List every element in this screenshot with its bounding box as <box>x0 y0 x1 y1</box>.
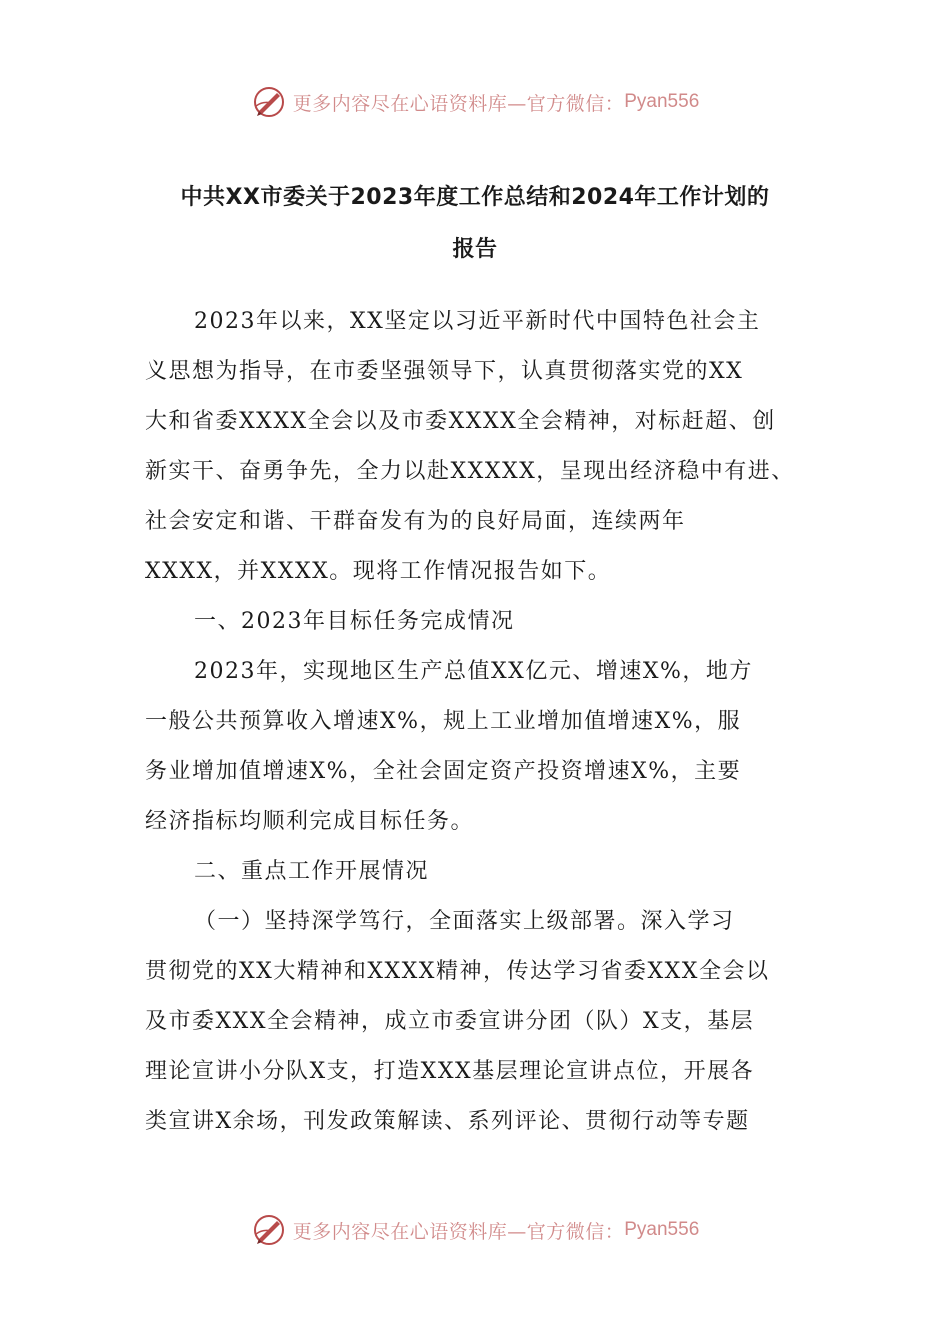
title-line: 报告 <box>452 237 498 262</box>
body-line: 2023年以来，XX坚定以习近平新时代中国特色社会主 <box>194 309 761 334</box>
pen-circle-logo-icon <box>251 84 287 120</box>
section-heading: 二、重点工作开展情况 <box>194 859 430 884</box>
body-line: 一般公共预算收入增速X%，规上工业增加值增速X%，服 <box>145 709 742 734</box>
body-line: 务业增加值增速X%，全社会固定资产投资增速X%，主要 <box>145 759 742 784</box>
body-line: 及市委XXX全会精神，成立市委宣讲分团（队）X支，基层 <box>145 1009 755 1034</box>
document-body <box>145 297 825 1147</box>
body-line: 经济指标均顺利完成目标任务。 <box>145 809 475 834</box>
watermark-banner-bottom <box>0 1210 950 1250</box>
body-line: XXXX，并XXXX。现将工作情况报告如下。 <box>145 559 612 584</box>
body-line: （一）坚持深学笃行，全面落实上级部署。深入学习 <box>194 909 735 934</box>
body-line: 2023年，实现地区生产总值XX亿元、增速X%，地方 <box>194 659 753 684</box>
body-line: 社会安定和谐、干群奋发有为的良好局面，连续两年 <box>145 509 686 534</box>
watermark-wechat-id: Pyan556 <box>624 91 700 112</box>
section-heading: 一、2023年目标任务完成情况 <box>194 609 515 634</box>
watermark-wechat-id: Pyan556 <box>624 1219 700 1240</box>
watermark-text: 更多内容尽在心语资料库—官方微信： <box>292 1220 625 1243</box>
body-line: 类宣讲X余场，刊发政策解读、系列评论、贯彻行动等专题 <box>145 1109 750 1134</box>
body-line: 理论宣讲小分队X支，打造XXX基层理论宣讲点位，开展各 <box>145 1059 755 1084</box>
watermark-text: 更多内容尽在心语资料库—官方微信： <box>292 92 625 115</box>
watermark-banner-top <box>0 82 950 122</box>
body-line: 义思想为指导，在市委坚强领导下，认真贯彻落实党的XX <box>145 359 744 384</box>
body-line: 新实干、奋勇争先，全力以赴XXXXX，呈现出经济稳中有进、 <box>145 459 795 484</box>
pen-circle-logo-icon <box>251 1212 287 1248</box>
body-line: 大和省委XXXX全会以及市委XXXX全会精神，对标赶超、创 <box>145 409 776 434</box>
document-title <box>120 172 830 276</box>
title-line: 中共XX市委关于2023年度工作总结和2024年工作计划的 <box>180 185 770 210</box>
body-line: 贯彻党的XX大精神和XXXX精神，传达学习省委XXX全会以 <box>145 959 770 984</box>
